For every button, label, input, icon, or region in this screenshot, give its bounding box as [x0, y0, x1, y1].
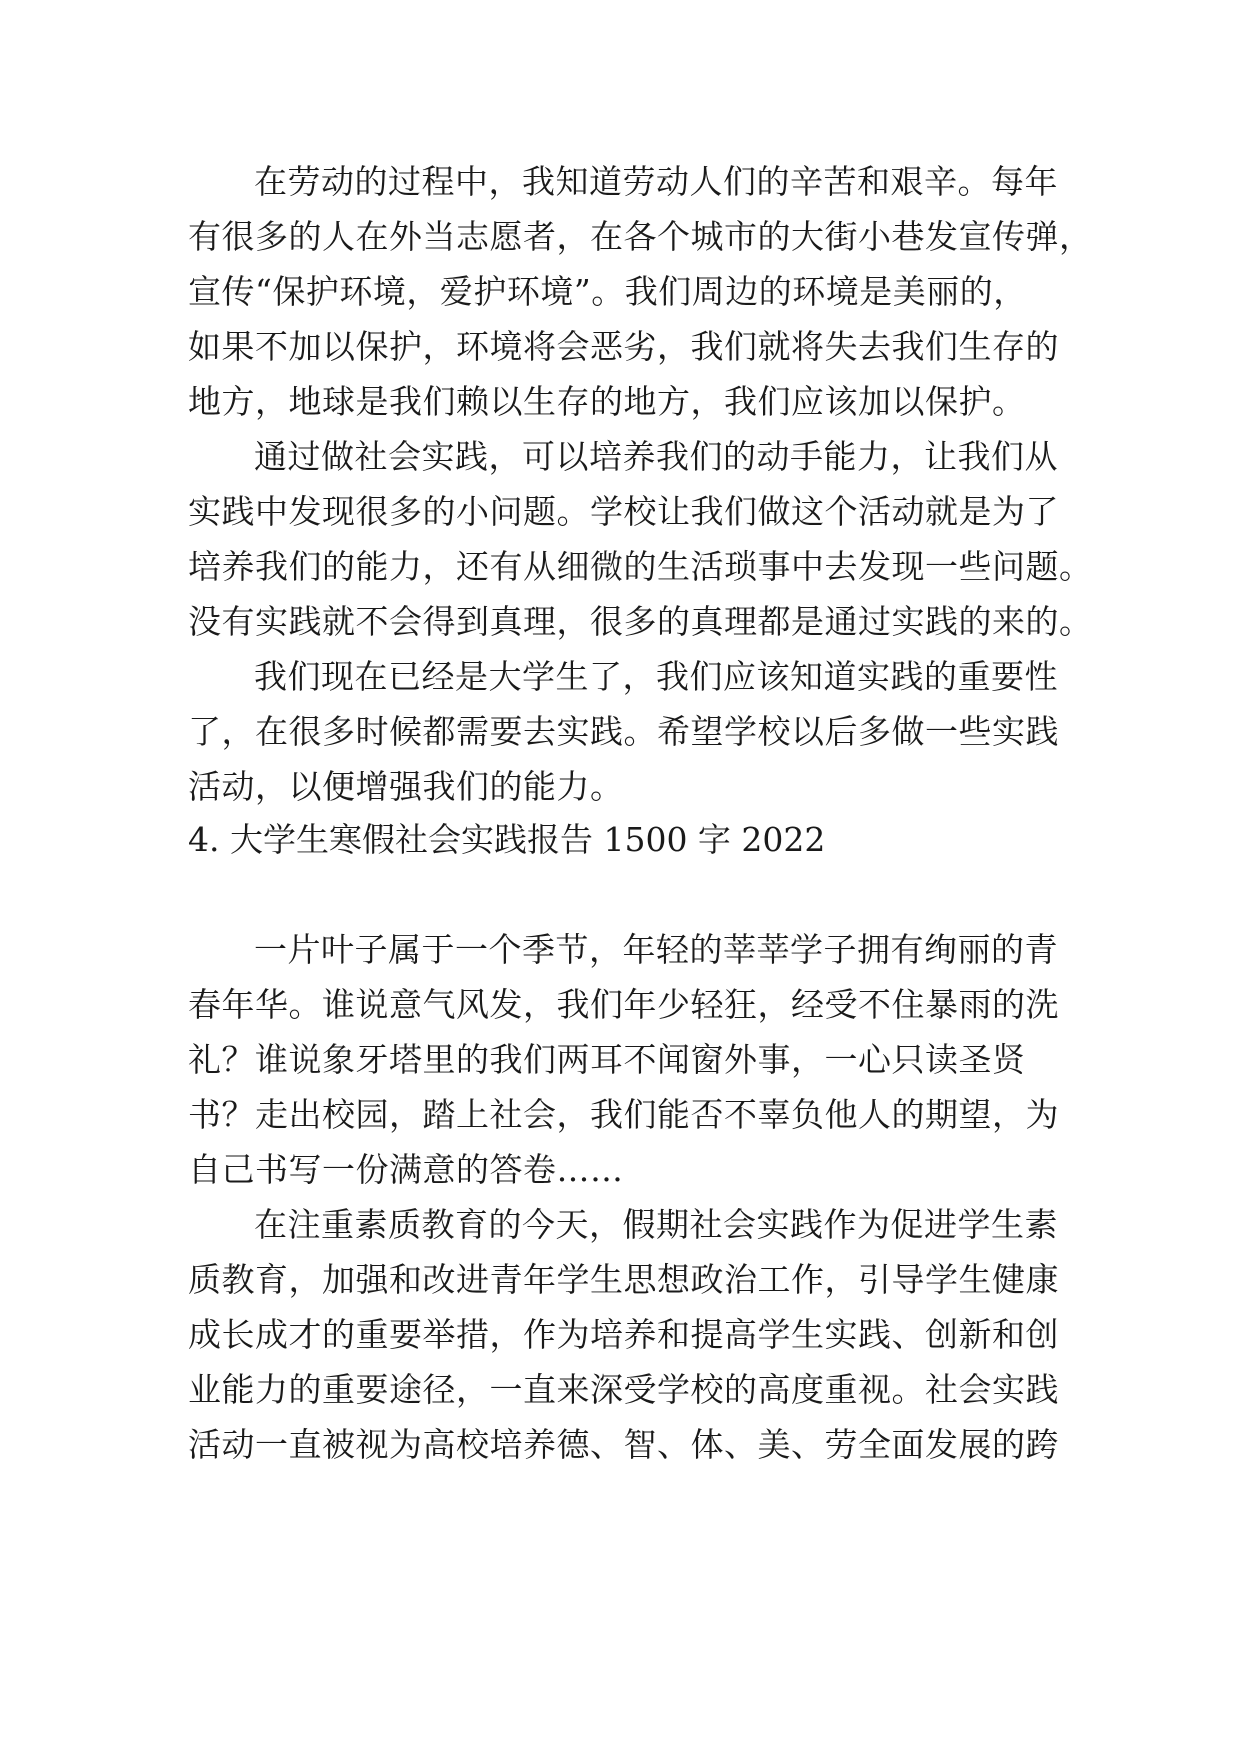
- paragraph-3-line-1: 我们现在已经是大学生了，我们应该知道实践的重要性: [254, 657, 1058, 696]
- paragraph-1-line-1: 在劳动的过程中，我知道劳动人们的辛苦和艰辛。每年: [254, 162, 1058, 201]
- section-heading: 4. 大学生寒假社会实践报告 1500 字 2022: [188, 820, 826, 859]
- paragraph-3-line-3: 活动，以便增强我们的能力。: [188, 767, 624, 806]
- paragraph-2-line-1: 通过做社会实践，可以培养我们的动手能力，让我们从: [254, 437, 1058, 476]
- paragraph-4-line-4: 书？走出校园，踏上社会，我们能否不辜负他人的期望，为: [188, 1095, 1059, 1134]
- paragraph-4-line-2: 春年华。谁说意气风发，我们年少轻狂，经受不住暴雨的洗: [188, 985, 1059, 1024]
- paragraph-5-line-1: 在注重素质教育的今天，假期社会实践作为促进学生素: [254, 1205, 1058, 1244]
- paragraph-4-line-5: 自己书写一份满意的答卷……: [188, 1150, 624, 1189]
- paragraph-1-line-5: 地方，地球是我们赖以生存的地方，我们应该加以保护。: [188, 382, 1026, 421]
- paragraph-4-line-1: 一片叶子属于一个季节，年轻的莘莘学子拥有绚丽的青: [254, 930, 1058, 969]
- paragraph-2-line-4: 没有实践就不会得到真理，很多的真理都是通过实践的来的。: [188, 602, 1093, 641]
- paragraph-2-line-3: 培养我们的能力，还有从细微的生活琐事中去发现一些问题。: [188, 547, 1093, 586]
- paragraph-2-line-2: 实践中发现很多的小问题。学校让我们做这个活动就是为了: [188, 492, 1059, 531]
- paragraph-5-line-5: 活动一直被视为高校培养德、智、体、美、劳全面发展的跨: [188, 1425, 1059, 1464]
- paragraph-5-line-3: 成长成才的重要举措，作为培养和提高学生实践、创新和创: [188, 1315, 1059, 1354]
- paragraph-3-line-2: 了，在很多时候都需要去实践。希望学校以后多做一些实践: [188, 712, 1059, 751]
- paragraph-4-line-3: 礼？谁说象牙塔里的我们两耳不闻窗外事，一心只读圣贤: [188, 1040, 1026, 1079]
- paragraph-5-line-4: 业能力的重要途径，一直来深受学校的高度重视。社会实践: [188, 1370, 1059, 1409]
- paragraph-1-line-4: 如果不加以保护，环境将会恶劣，我们就将失去我们生存的: [188, 327, 1059, 366]
- paragraph-5-line-2: 质教育，加强和改进青年学生思想政治工作，引导学生健康: [188, 1260, 1059, 1299]
- paragraph-1-line-3: 宣传“保护环境，爱护环境”。我们周边的环境是美丽的，: [188, 272, 1027, 311]
- paragraph-1-line-2: 有很多的人在外当志愿者，在各个城市的大街小巷发宣传弹，: [188, 217, 1093, 256]
